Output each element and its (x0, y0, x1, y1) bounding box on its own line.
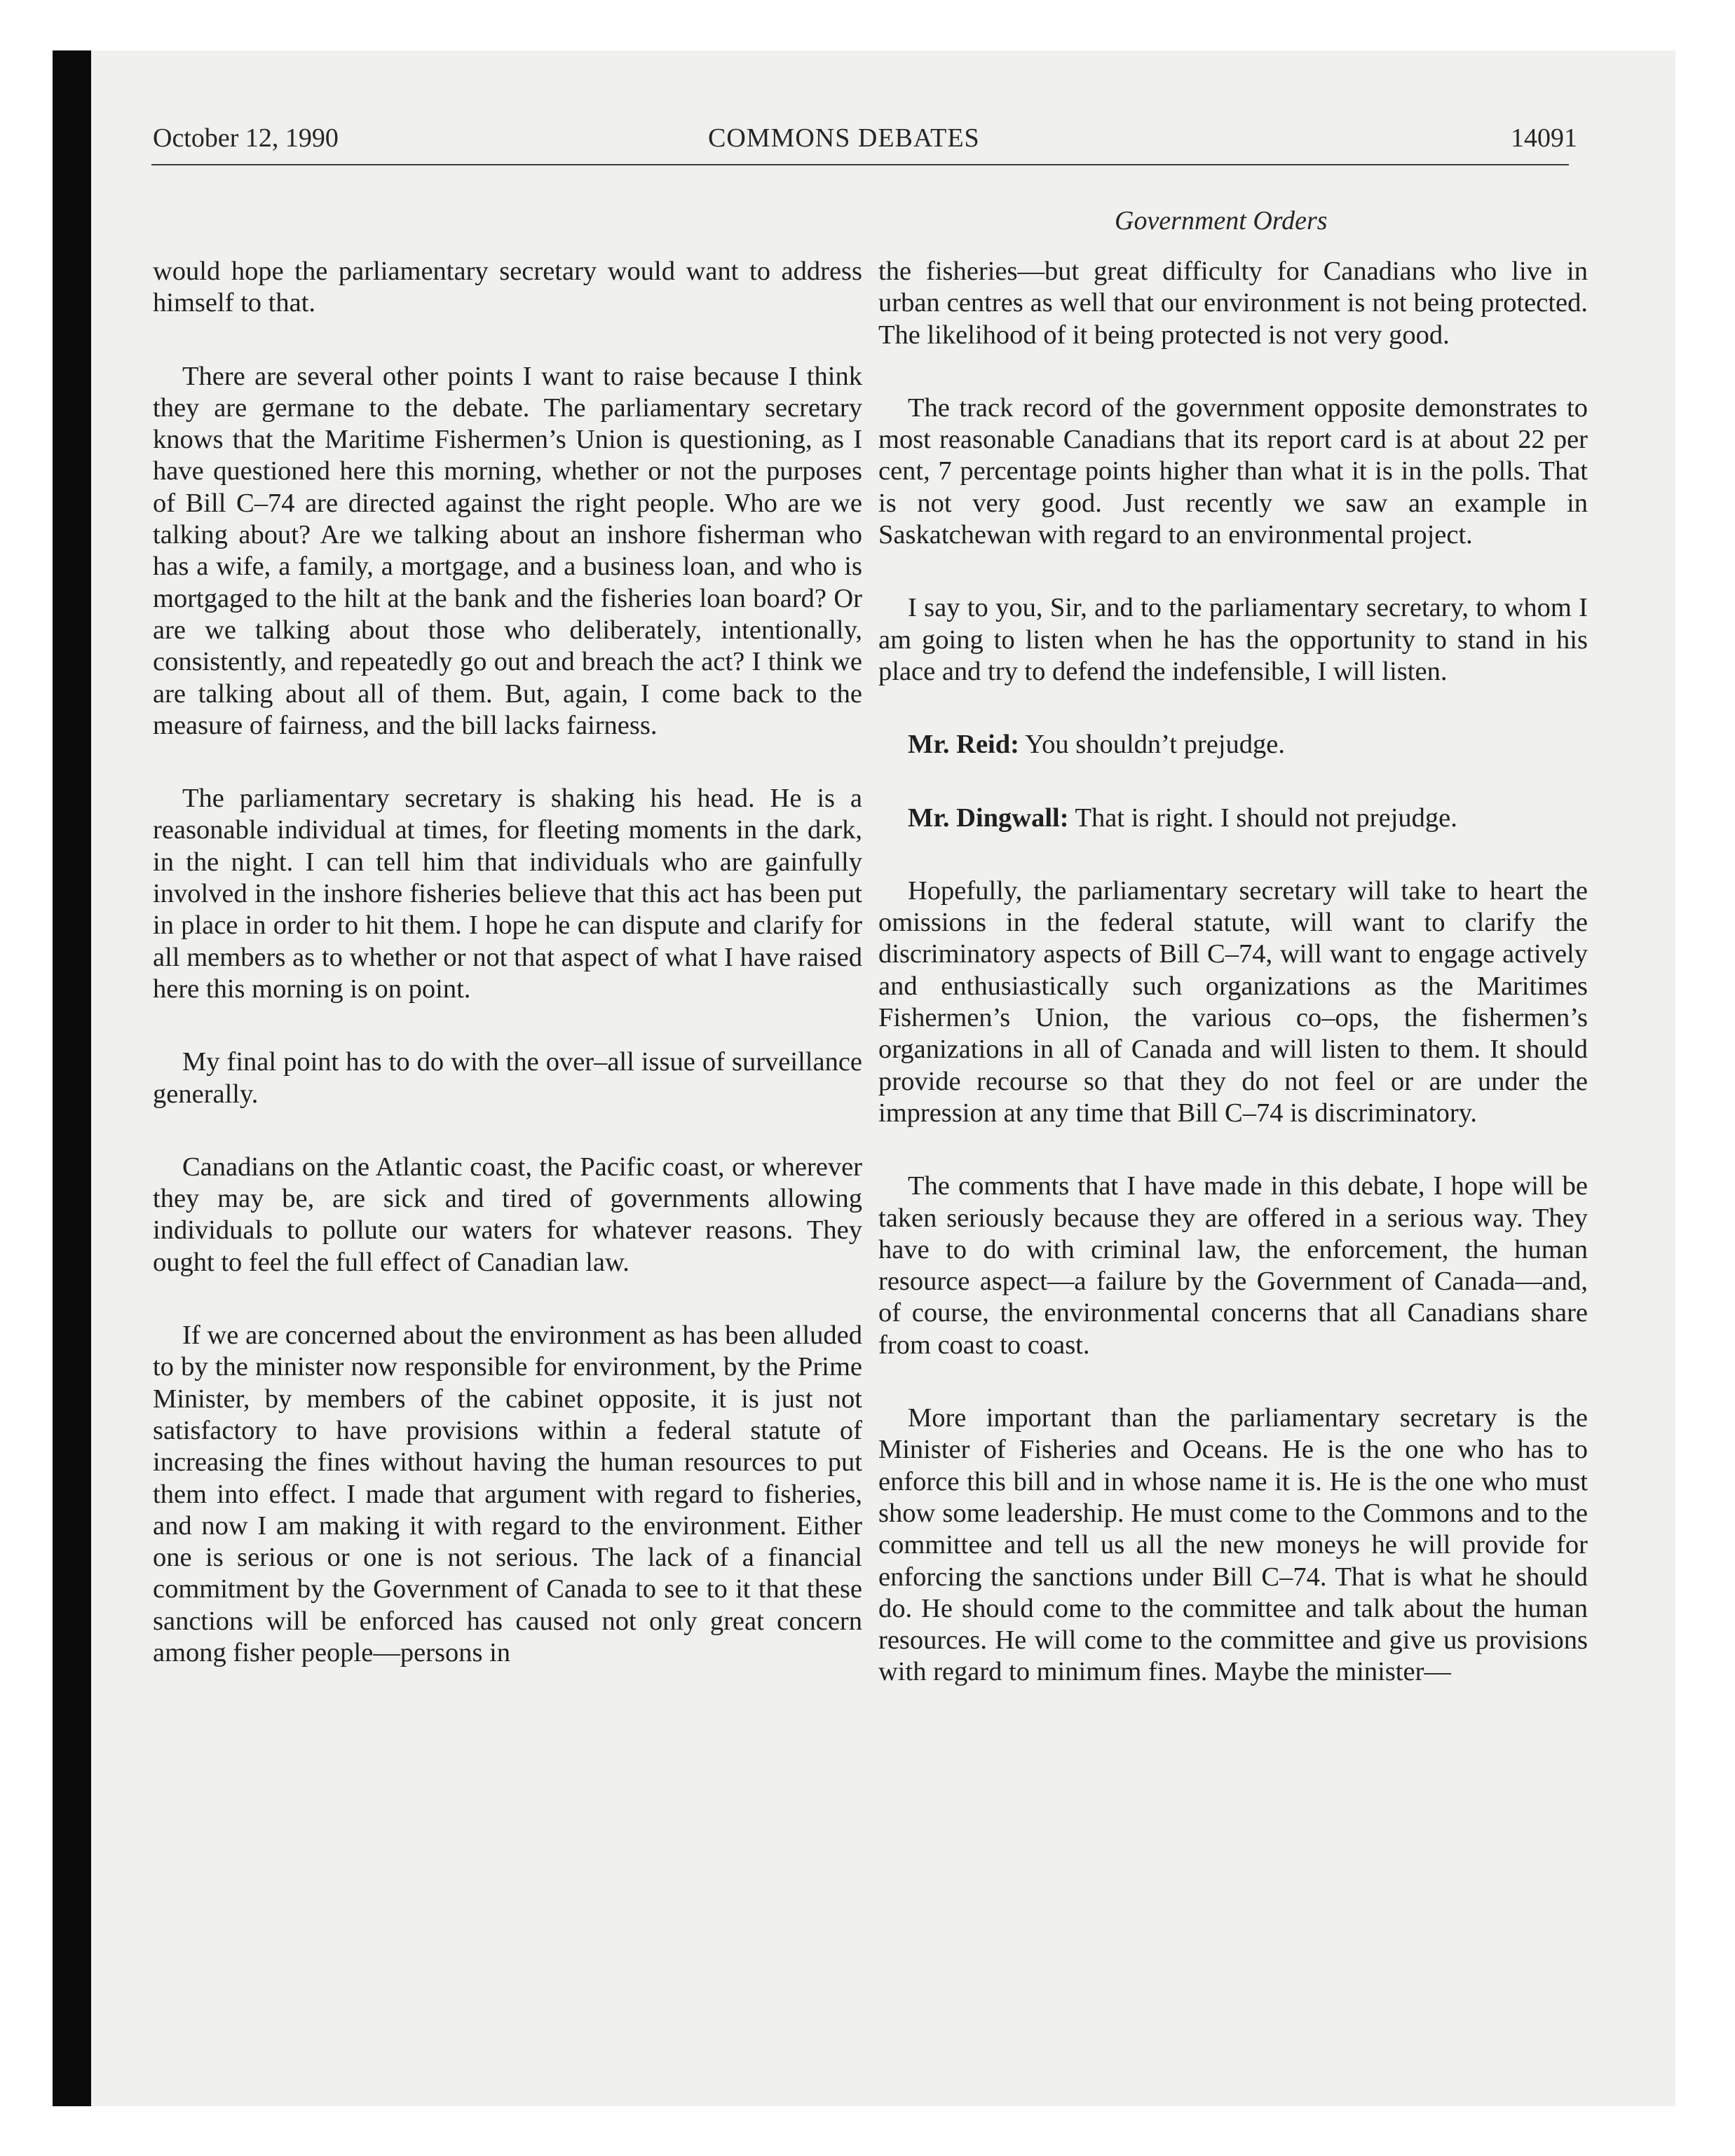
paragraph: There are several other points I want to raise because I think they are germane to the debate. The parliamentary secretary knows that the Maritime Fishermen’s Union is questioning, as I have questioned here this morning, whether or not the purposes of Bill C–74 are directed against the right people. Who are we talking about? Are we talking about an inshore fisherman who has a wife, a family, a mortgage, and a business loan, and who is mortgaged to the hilt at the bank and the fisheries loan board? Or are we talking about those who deliberately, intentionally, consistently, and repeatedly go out and breach the act? I think we are talking about all of them. But, again, I come back to the measure of fairness, and the bill lacks fairness. (153, 361, 862, 740)
section-label: Government Orders (1115, 206, 1328, 236)
speaker-name: Mr. Reid: (908, 730, 1019, 760)
speech-text: That is right. I should not prejudge. (1075, 803, 1457, 833)
paragraph: My final point has to do with the over–all issue of surveillance generally. (153, 1047, 862, 1109)
paragraph: Hopefully, the parliamentary secretary will take to heart the omissions in the federal statute, will want to clarify the discriminatory aspects of Bill C–74, will want to engage actively and enthusiastically such organizations as the Maritimes Fishermen’s Union, the various co–ops, the fishermen’s organizations in all of Canada and will listen to them. It should provide recourse so that they do not feel or are under the impression at any time that Bill C–74 is discriminatory. (878, 875, 1588, 1128)
paragraph: The parliamentary secretary is shaking his head. He is a reasonable individual at times, for fleeting moments in the dark, in the night. I can tell him that individuals who are gainfully involved in the inshore fisheries believe that this act has been put in place in order to hit them. I hope he can dispute and clarify for all members as to whether or not that aspect of what I have raised here this morning is on point. (153, 784, 862, 1004)
paragraph: The track record of the government opposite demonstrates to most reasonable Canadians that its report card is at about 22 per cent, 7 percentage points higher than what it is in the polls. That is not very good. Just recently we saw an example in Saskatchewan with regard to an environmental project. (878, 393, 1588, 550)
header-title: COMMONS DEBATES (708, 123, 980, 153)
paragraph: Canadians on the Atlantic coast, the Pacific coast, or wherever they may be, are sick and tired of governments allowing individuals to pollute our waters for whatever reasons. They ought to feel the full effect of Canadian law. (153, 1152, 862, 1277)
speech-dingwall (878, 803, 1588, 834)
paragraph: More important than the parliamentary secretary is the Minister of Fisheries and Oceans. He is the one who has to enforce this bill and in whose name it is. He is the one who must show some leadership. He must come to the Commons and to the committee and tell us all the new moneys he will provide for enforcing the sanctions under Bill C–74. That is what he should do. He should come to the committee and talk about the human resources. He will come to the committee and give us provisions with regard to minimum fines. Maybe the minister— (878, 1403, 1588, 1687)
right-column (878, 256, 1588, 1688)
header-date: October 12, 1990 (153, 123, 339, 153)
left-column (153, 256, 862, 1669)
speech-reid (878, 729, 1588, 760)
paragraph: would hope the parliamentary secretary would want to address himself to that. (153, 257, 862, 318)
paragraph: the fisheries—but great difficulty for Canadians who live in urban centres as well that our environment is not being protected. The likelihood of it being protected is not very good. (878, 257, 1588, 350)
speaker-name: Mr. Dingwall: (908, 803, 1069, 833)
header-page-number: 14091 (1511, 123, 1577, 153)
scan-edge-bar (53, 50, 91, 2106)
paragraph: The comments that I have made in this debate, I hope will be taken seriously because they are offered in a serious way. They have to do with criminal law, the enforcement, the human resource aspect—a failure by the Government of Canada—and, of course, the environmental concerns that all Canadians share from coast to coast. (878, 1171, 1588, 1360)
paragraph: If we are concerned about the environment as has been alluded to by the minister now responsible for environment, by the Prime Minister, by members of the cabinet opposite, it is just not satisfactory to have provisions within a federal statute of increasing the fines without having the human resources to put them into effect. I made that argument with regard to fisheries, and now I am making it with regard to the environment. Either one is serious or one is not serious. The lack of a financial commitment by the Government of Canada to see to it that these sanctions will be enforced has caused not only great concern among fisher people—persons in (153, 1321, 862, 1667)
paragraph: I say to you, Sir, and to the parliamentary secretary, to whom I am going to listen when he has the opportunity to stand in his place and try to defend the indefensible, I will listen. (878, 593, 1588, 686)
speech-text: You shouldn’t prejudge. (1025, 730, 1285, 760)
header-rule (151, 164, 1569, 165)
